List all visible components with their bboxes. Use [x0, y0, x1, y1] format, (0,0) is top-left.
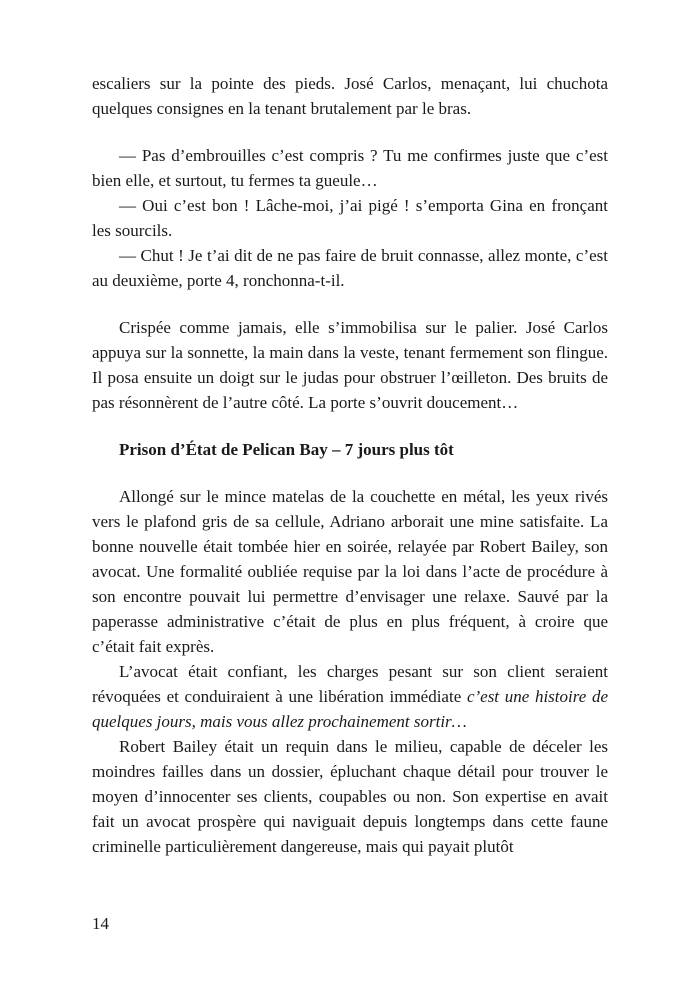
dialogue-line — [92, 143, 608, 193]
text-segment: — Oui c’est bon ! Lâche-moi, j’ai pigé ! s’emporta Gina en fronçant les sourcils. — [92, 196, 608, 240]
text-segment: — Chut ! Je t’ai dit de ne pas faire de bruit connasse, allez monte, c’est au deuxième, porte 4, ronchonna-t-il. — [92, 246, 608, 290]
paragraph — [92, 734, 608, 859]
paragraph-continuation — [92, 71, 608, 121]
paragraph — [92, 484, 608, 659]
paragraph — [92, 659, 608, 734]
italic-text-segment: c’est une histoire de quelques jours, mais vous allez prochainement sortir… — [92, 687, 608, 731]
page-text — [92, 71, 608, 859]
text-segment: Prison d’État de Pelican Bay – 7 jours plus tôt — [119, 440, 454, 459]
text-segment: L’avocat était confiant, les charges pesant sur son client seraient révoquées et conduiraient à une libération immédiate — [92, 662, 608, 706]
dialogue-line — [92, 243, 608, 293]
text-segment: — Pas d’embrouilles c’est compris ? Tu me confirmes juste que c’est bien elle, et surtout, tu fermes ta gueule… — [92, 146, 608, 190]
text-segment: Crispée comme jamais, elle s’immobilisa sur le palier. José Carlos appuya sur la sonnette, la main dans la veste, tenant fermement son flingue. Il posa ensuite un doigt sur le judas pour obstruer l’œilleton. Des bruits de pas résonnèrent de l’autre côté. La porte s’ouvrit doucement… — [92, 318, 608, 412]
page-number: 14 — [92, 914, 109, 933]
paragraph — [92, 315, 608, 415]
section-heading — [92, 437, 608, 462]
text-segment: Allongé sur le mince matelas de la couchette en métal, les yeux rivés vers le plafond gris de sa cellule, Adriano arborait une mine satisfaite. La bonne nouvelle était tombée hier en soirée, relayée par Robert Bailey, son avocat. Une formalité oubliée requise par la loi dans l’acte de procédure à son encontre pouvait lui permettre d’envisager une relaxe. Sauvé par la paperasse administrative c’était de plus en plus fréquent, à croire que c’était fait exprès. — [92, 487, 608, 656]
text-segment: escaliers sur la pointe des pieds. José Carlos, menaçant, lui chuchota quelques consignes en la tenant brutalement par le bras. — [92, 74, 608, 118]
dialogue-line — [92, 193, 608, 243]
text-segment: Robert Bailey était un requin dans le milieu, capable de déceler les moindres failles dans un dossier, épluchant chaque détail pour trouver le moyen d’innocenter ses clients, coupables ou non. Son expertise en avait fait un avocat prospère qui naviguait depuis longtemps dans cette faune criminelle particulièrement dangereuse, mais qui payait plutôt — [92, 737, 608, 856]
